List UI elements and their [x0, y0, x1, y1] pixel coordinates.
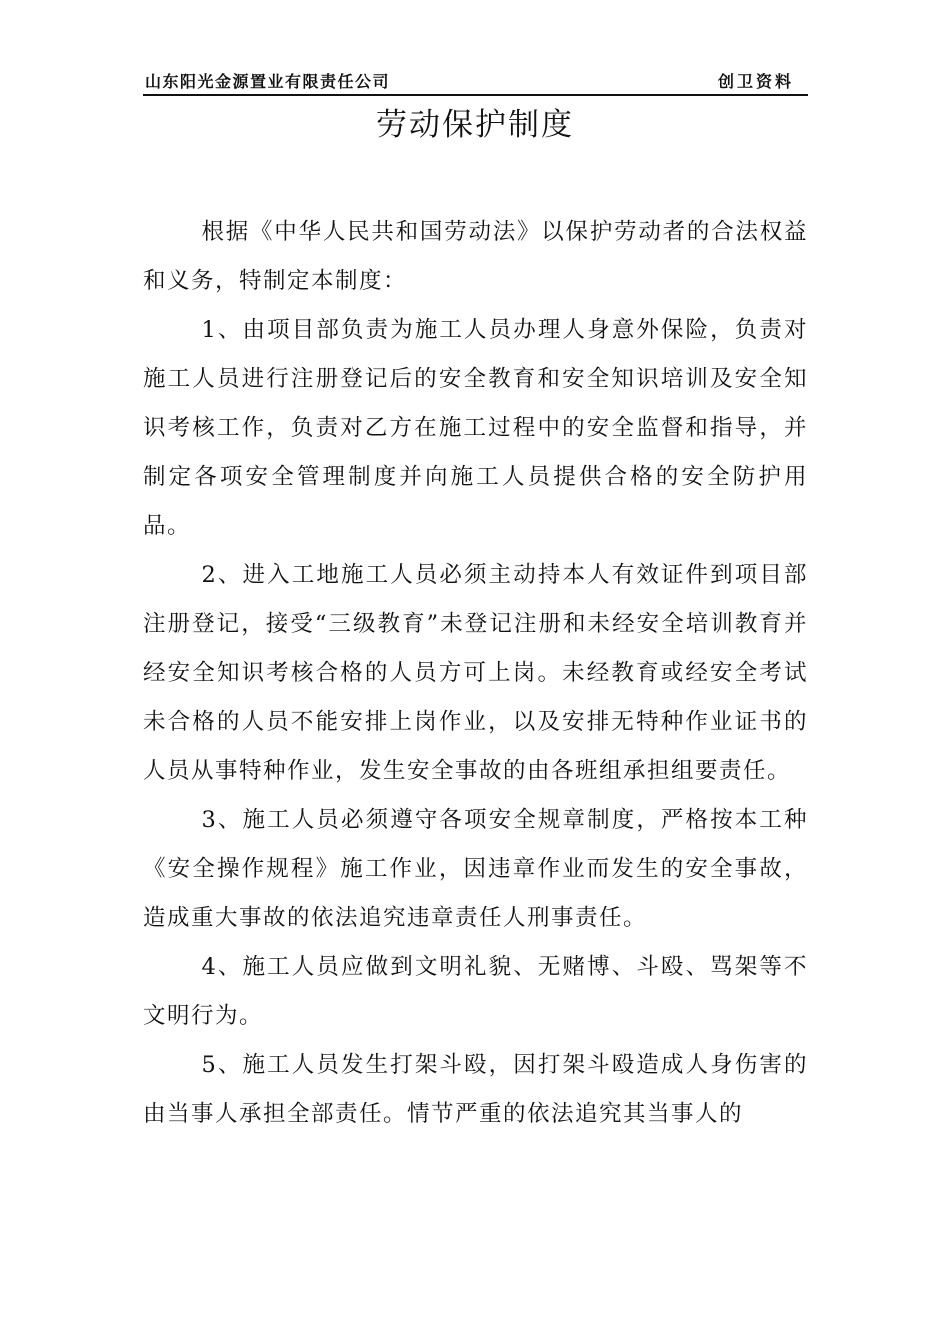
clause-2: 2、进入工地施工人员必须主动持本人有效证件到项目部注册登记，接受“三级教育”未登记注册和未经安全培训教育并经安全知识考核合格的人员方可上岗。未经教育或经安全考试未合格的人员不能安排上岗作业，以及安排无特种作业证书的人员从事特种作业，发生安全事故的由各班组承担组要责任。 [143, 562, 808, 784]
page-header [143, 66, 808, 96]
document-category: 创卫资料 [717, 72, 794, 91]
document-title: 劳动保护制度 [376, 107, 574, 143]
clause-5: 5、施工人员发生打架斗殴，因打架斗殴造成人身伤害的由当事人承担全部责任。情节严重的依法追究其当事人的 [143, 1052, 808, 1127]
clause-3: 3、施工人员必须遵守各项安全规章制度，严格按本工种《安全操作规程》施工作业，因违章作业而发生的安全事故，造成重大事故的依法追究违章责任人刑事责任。 [143, 807, 808, 931]
clause-4: 4、施工人员应做到文明礼貌、无赌博、斗殴、骂架等不文明行为。 [143, 954, 808, 1029]
clause-1: 1、由项目部负责为施工人员办理人身意外保险，负责对施工人员进行注册登记后的安全教育和安全知识培训及安全知识考核工作，负责对乙方在施工过程中的安全监督和指导，并制定各项安全管理制度并向施工人员提供合格的安全防护用品。 [143, 317, 808, 539]
company-name: 山东阳光金源置业有限责任公司 [145, 72, 391, 91]
document-body [143, 208, 808, 1139]
intro-paragraph: 根据《中华人民共和国劳动法》以保护劳动者的合法权益和义务，特制定本制度： [143, 219, 808, 294]
